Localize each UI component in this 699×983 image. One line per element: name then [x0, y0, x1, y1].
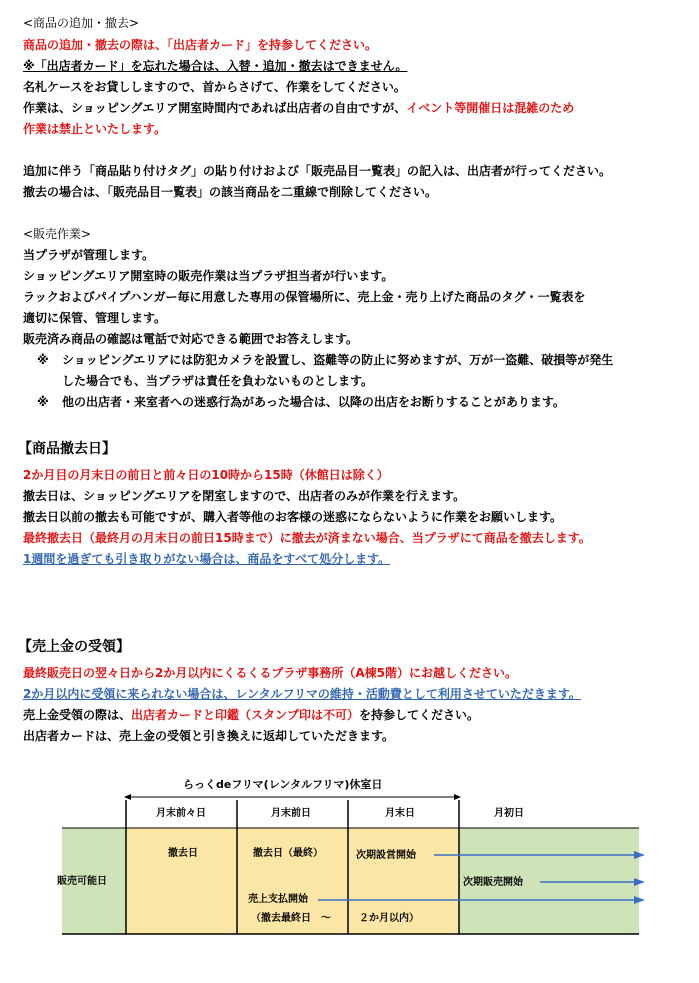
add-remove-line1: 商品の追加・撤去の際は、「出店者カード」を持参してください。 [23, 38, 378, 52]
col-header-2: 月末前日 [271, 808, 311, 819]
sales-line2: ショッピングエリア開室時の販売作業は当プラザ担当者が行います。 [23, 269, 394, 283]
col-header-3: 月末日 [385, 808, 415, 819]
row-label-sale: 販売可能日 [57, 876, 107, 887]
sales-line5: 販売済み商品の確認は電話で対応できる範囲でお答えします。 [23, 332, 359, 346]
cell-text-next-setup: 次期設営開始 [356, 850, 416, 861]
removal-day-line1: 2か月目の月末日の前日と前々日の10時から15時（休館日は除く） [23, 468, 389, 482]
cell-text-payment-start: 売上支払開始 [248, 894, 308, 905]
removal-day-line4: 最終撤去日（最終月の月末日の前日15時まで）に撤去が済まない場合、当プラザにて商品を撤去します。 [23, 531, 591, 545]
cell-text-next-sale: 次期販売開始 [463, 877, 523, 888]
add-remove-line4a: 作業は、ショッピングエリア開室時間内であれば出店者の自由ですが、 [23, 101, 407, 115]
col-header-4: 月初日 [494, 808, 524, 819]
removal-day-heading: 【商品撤去日】 [18, 441, 116, 457]
proceeds-line1: 最終販売日の翌々日から2か月以内にくるくるプラザ事務所（A棟5階）にお越しください。 [23, 666, 517, 680]
add-remove-heading: <商品の追加・撤去> [23, 16, 140, 30]
col-header-1: 月末前々日 [156, 808, 206, 819]
proceeds-line3 [23, 706, 479, 724]
add-remove-line5: 作業は禁止といたします。 [23, 122, 167, 136]
sales-note1-mark: ※ [37, 353, 49, 367]
schedule-diagram [0, 770, 699, 960]
add-remove-line7: 撤去の場合は、「販売品目一覧表」の該当商品を二重線で削除してください。 [23, 185, 438, 199]
sales-note2-mark: ※ [37, 395, 49, 409]
diagram-top-label: らっくdeフリマ(レンタルフリマ)休室日 [183, 778, 383, 791]
removal-day-line3: 撤去日以前の撤去も可能ですが、購入者等他のお客様の迷惑にならないように作業をお願いします。 [23, 510, 563, 524]
sales-note2: 他の出店者・来室者への迷惑行為があった場合は、以降の出店をお断りすることがあります。 [62, 395, 565, 409]
proceeds-heading: 【売上金の受領】 [18, 639, 130, 655]
sales-heading: <販売作業> [23, 227, 92, 241]
add-remove-line2: ※「出店者カード」を忘れた場合は、入替・追加・撤去はできません。 [23, 59, 408, 73]
add-remove-line4 [23, 99, 574, 117]
cell-text-payment-period-b: ２か月以内） [359, 913, 419, 924]
cell-text-removal: 撤去日 [168, 848, 198, 859]
proceeds-line3a: 売上金受領の際は、 [23, 708, 132, 722]
add-remove-line3: 名札ケースをお貸ししますので、首からさげて、作業をしてください。 [23, 80, 406, 94]
schedule-grid [0, 770, 699, 960]
add-remove-line6: 追加に伴う「商品貼り付けタグ」の貼り付けおよび「販売品目一覧表」の記入は、出店者が行ってください。 [23, 164, 612, 178]
cell-text-removal-final: 撤去日（最終） [253, 848, 323, 859]
sales-line1: 当プラザが管理します。 [23, 248, 155, 262]
sales-line3: ラックおよびパイプハンガー毎に用意した専用の保管場所に、売上金・売り上げた商品のタグ・一覧表を [23, 290, 586, 304]
cell-text-payment-period-a: （撤去最終日 ～ [251, 913, 331, 924]
removal-day-line5: 1週間を過ぎても引き取りがない場合は、商品をすべて処分します。 [23, 552, 391, 566]
proceeds-line3c: を持参してください。 [359, 708, 480, 722]
removal-day-line2: 撤去日は、ショッピングエリアを閉室しますので、出店者のみが作業を行えます。 [23, 489, 466, 503]
add-remove-line4b: イベント等開催日は混雑のため [406, 101, 575, 115]
proceeds-line4: 出店者カードは、売上金の受領と引き換えに返却していただきます。 [23, 729, 395, 743]
proceeds-line3b: 出店者カードと印鑑（スタンプ印は不可） [131, 708, 360, 722]
sales-note1-b: した場合でも、当プラザは責任を負わないものとします。 [62, 374, 374, 388]
sales-line4: 適切に保管、管理します。 [23, 311, 167, 325]
sales-note1-a: ショッピングエリアには防犯カメラを設置し、盗難等の防止に努めますが、万が一盗難、破損等が発生 [62, 353, 614, 367]
proceeds-line2: 2か月以内に受領に来られない場合は、レンタルフリマの維持・活動費として利用させていただきます。 [23, 687, 581, 701]
